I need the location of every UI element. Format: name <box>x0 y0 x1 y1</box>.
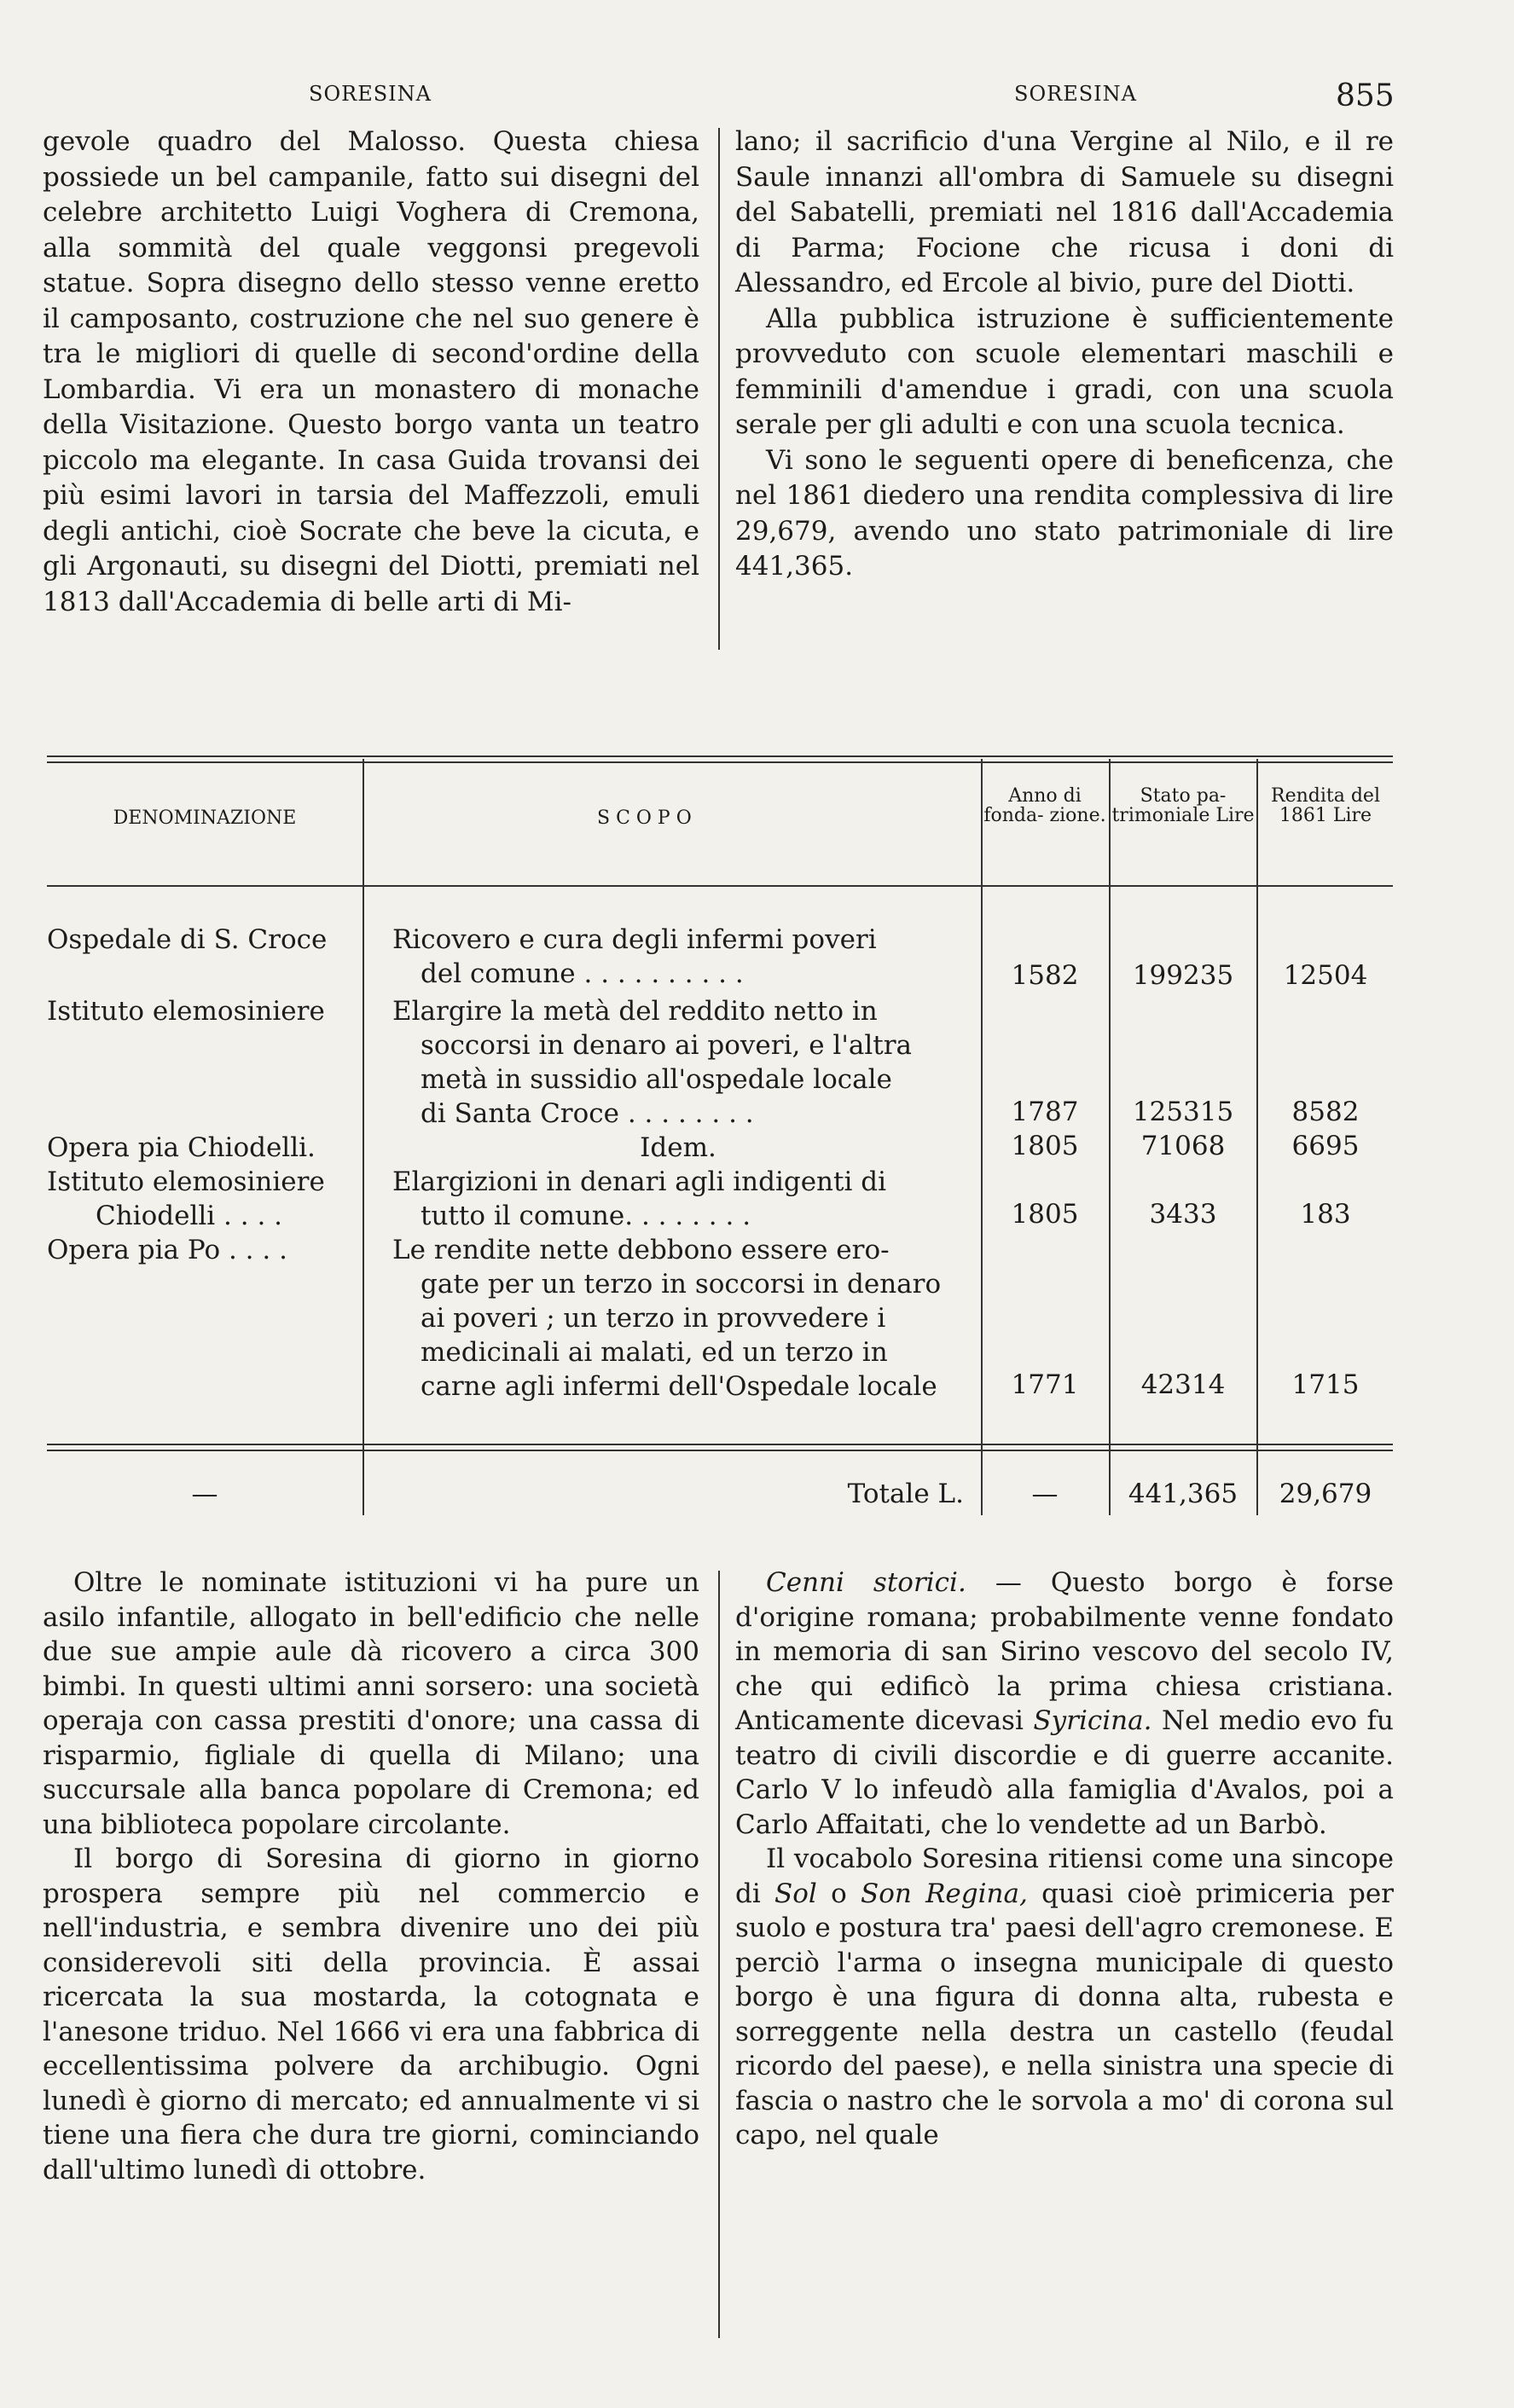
row-4-scope <box>392 1165 964 1233</box>
row-1-scope <box>392 923 964 991</box>
row-1-rendita: 12504 <box>1283 960 1368 991</box>
scope-line: tutto il comune. . . . . . . . <box>421 1201 751 1231</box>
italic-run: Son Regina, <box>860 1878 1028 1909</box>
name-line: Istituto elemosiniere <box>47 996 325 1027</box>
page-number: 855 <box>1336 78 1395 113</box>
scope-line: Elargire la metà del reddito netto in <box>392 996 878 1027</box>
table-body-rule <box>47 1450 1393 1451</box>
row-2-rendita: 8582 <box>1291 1097 1360 1127</box>
paragraph: gevole quadro del Malosso. Questa chiesa possiede un bel campanile, fatto sui disegni del celebre architetto Luigi Voghera di Cremona, alla sommità del quale veggonsi pregevoli statue. Sopra disegno dello stesso venne eretto il camposanto, costruzione che nel suo genere è tra le migliori di quelle di second'ordine della Lombardia. Vi era un monastero di monache della Visitazione. Questo borgo vanta un teatro piccolo ma elegante. In casa Guida trovansi dei più esimi lavori in tarsia del Maffezzoli, emuli degli antichi, cioè Socrate che beve la cicuta, e gli Argonauti, su disegni del Diotti, premiati nel 1813 dall'Accademia di belle arti di Mi- <box>43 126 699 617</box>
right-running-head: SORESINA <box>1014 82 1137 106</box>
row-4-rendita: 183 <box>1300 1199 1351 1230</box>
header-anno: Anno di fonda- zione. <box>983 785 1106 826</box>
header-denominazione: DENOMINAZIONE <box>113 807 297 829</box>
column-divider <box>718 128 720 650</box>
name-line: Chiodelli . . . . <box>96 1201 283 1231</box>
left-running-head: SORESINA <box>309 82 432 106</box>
total-rendita: 29,679 <box>1279 1479 1372 1509</box>
name-line: Ospedale di S. Croce <box>47 924 328 955</box>
row-2-name <box>47 994 325 1028</box>
scope-line: carne agli infermi dell'Ospedale locale <box>421 1371 937 1402</box>
scope-line: medicinali ai malati, ed un terzo in <box>421 1337 888 1368</box>
row-3-name <box>47 1131 316 1165</box>
text-run: quasi cioè primiceria per suolo e postura tra' paesi dell'agro cremonese. E perciò l'arma o insegna municipale di questo borgo è una figura di donna alta, rubesta e sorreggente nella destra un castello (feudal ricordo del paese), e nella sinistra una specie di fascia o nastro che le sorvola a mo' di corona sul capo, nel quale <box>735 1878 1394 2150</box>
text-run: Il vocabolo Soresina ritiensi come una sincope di <box>735 1844 1394 1909</box>
italic-run: Sol <box>774 1878 817 1909</box>
row-5-name <box>47 1233 287 1267</box>
row-1-name <box>47 923 327 957</box>
paragraph: Vi sono le seguenti opere di beneficenza, che nel 1861 diedero una rendita complessiva di lire 29,679, avendo uno stato patrimoniale di lire 441,365. <box>735 444 1394 582</box>
table-header-rule <box>47 885 1393 887</box>
paragraph <box>735 1566 1394 1842</box>
top-left-column <box>43 124 699 620</box>
table-top-rule <box>47 755 1393 757</box>
total-label: Totale L. <box>847 1479 964 1509</box>
name-line: Opera pia Chiodelli. <box>47 1132 316 1163</box>
text-run: — Questo borgo è forse d'origine romana; probabilmente venne fondato in memoria di san Sirino vescovo del secolo IV, che qui edificò la prima chiesa cristiana. Anticamente dicevasi <box>735 1567 1394 1736</box>
scope-line: Le rendite nette debbono essere ero- <box>392 1235 890 1265</box>
row-3-scope <box>392 1131 964 1165</box>
total-name: — <box>191 1479 218 1509</box>
scope-line: di Santa Croce . . . . . . . . <box>421 1098 754 1129</box>
scope-line: Idem. <box>640 1132 716 1163</box>
section-lead: Cenni storici. <box>766 1567 966 1598</box>
header-scopo: S C O P O <box>597 807 692 829</box>
row-2-stato: 125315 <box>1132 1097 1234 1127</box>
column-divider <box>718 1571 720 2338</box>
top-right-column <box>735 124 1394 585</box>
scope-line: gate per un terzo in soccorsi in denaro <box>421 1269 942 1300</box>
table-col-rule <box>363 759 364 1515</box>
row-2-scope <box>392 994 964 1131</box>
name-line: Istituto elemosiniere <box>47 1166 325 1197</box>
header-rendita: Rendita del 1861 Lire <box>1271 785 1380 826</box>
table-top-rule <box>47 761 1393 763</box>
paragraph: Alla pubblica istruzione è sufficientemente provveduto con scuole elementari maschili e femminili d'amendue i gradi, con una scuola serale per gli adulti e con una scuola tecnica. <box>735 303 1394 440</box>
bottom-right-column <box>735 1566 1394 2153</box>
row-4-anno: 1805 <box>1011 1199 1079 1230</box>
row-3-anno: 1805 <box>1011 1131 1079 1161</box>
italic-run: Syricina. <box>1033 1705 1152 1736</box>
row-1-stato: 199235 <box>1132 960 1234 991</box>
paragraph: Il borgo di Soresina di giorno in giorno prospera sempre più nel commercio e nell'industria, e sembra divenire uno dei più considerevoli siti della provincia. È assai ricercata la sua mostarda, la cotognata e l'anesone triduo. Nel 1666 vi era una fabbrica di eccellentissima polvere da archibugio. Ogni lunedì è giorno di mercato; ed annualmente vi si tiene una fiera che dura tre giorni, cominciando dall'ultimo lunedì di ottobre. <box>43 1844 699 2185</box>
table-body-rule <box>47 1444 1393 1445</box>
paragraph: lano; il sacrificio d'una Vergine al Nilo, e il re Saule innanzi all'ombra di Samuele su disegni del Sabatelli, premiati nel 1816 dall'Accademia di Parma; Focione che ricusa i doni di Alessandro, ed Ercole al bivio, pure del Diotti. <box>735 126 1394 298</box>
bottom-left-column <box>43 1566 699 2187</box>
paragraph <box>735 1842 1394 2153</box>
paragraph: Oltre le nominate istituzioni vi ha pure un asilo infantile, allogato in bell'edificio che nelle due sue ampie aule dà ricovero a circa 300 bimbi. In questi ultimi anni sorsero: una società operaja con cassa prestiti d'onore; una cassa di risparmio, figliale di quella di Milano; una succursale alla banca popolare di Cremona; ed una biblioteca popolare circolante. <box>43 1567 699 1840</box>
name-line: Opera pia Po . . . . <box>47 1235 287 1265</box>
row-5-scope <box>392 1233 964 1404</box>
row-3-rendita: 6695 <box>1291 1131 1360 1161</box>
row-4-stato: 3433 <box>1149 1199 1217 1230</box>
text-run: o <box>816 1878 861 1909</box>
scope-line: soccorsi in denaro ai poveri, e l'altra <box>421 1030 913 1061</box>
total-stato: 441,365 <box>1128 1479 1238 1509</box>
row-5-rendita: 1715 <box>1291 1369 1360 1400</box>
scope-line: ai poveri ; un terzo in provvedere i <box>421 1303 886 1334</box>
scope-line: Elargizioni in denari agli indigenti di <box>392 1166 886 1197</box>
scope-line: Ricovero e cura degli infermi poveri <box>392 924 877 955</box>
row-1-anno: 1582 <box>1011 960 1079 991</box>
scope-line: metà in sussidio all'ospedale locale <box>421 1064 892 1095</box>
row-5-stato: 42314 <box>1140 1369 1226 1400</box>
row-4-name <box>47 1165 325 1233</box>
row-3-stato: 71068 <box>1140 1131 1226 1161</box>
text-run: Nel medio evo fu teatro di civili discordie e di guerre accanite. Carlo V lo infeudò alla famiglia d'Avalos, poi a Carlo Affaitati, che lo vendette ad un Barbò. <box>735 1705 1394 1840</box>
header-stato: Stato pa- trimoniale Lire <box>1111 785 1255 826</box>
row-2-anno: 1787 <box>1011 1097 1079 1127</box>
row-5-anno: 1771 <box>1011 1369 1079 1400</box>
scope-line: del comune . . . . . . . . . . <box>421 958 744 989</box>
total-anno: — <box>1031 1479 1059 1509</box>
